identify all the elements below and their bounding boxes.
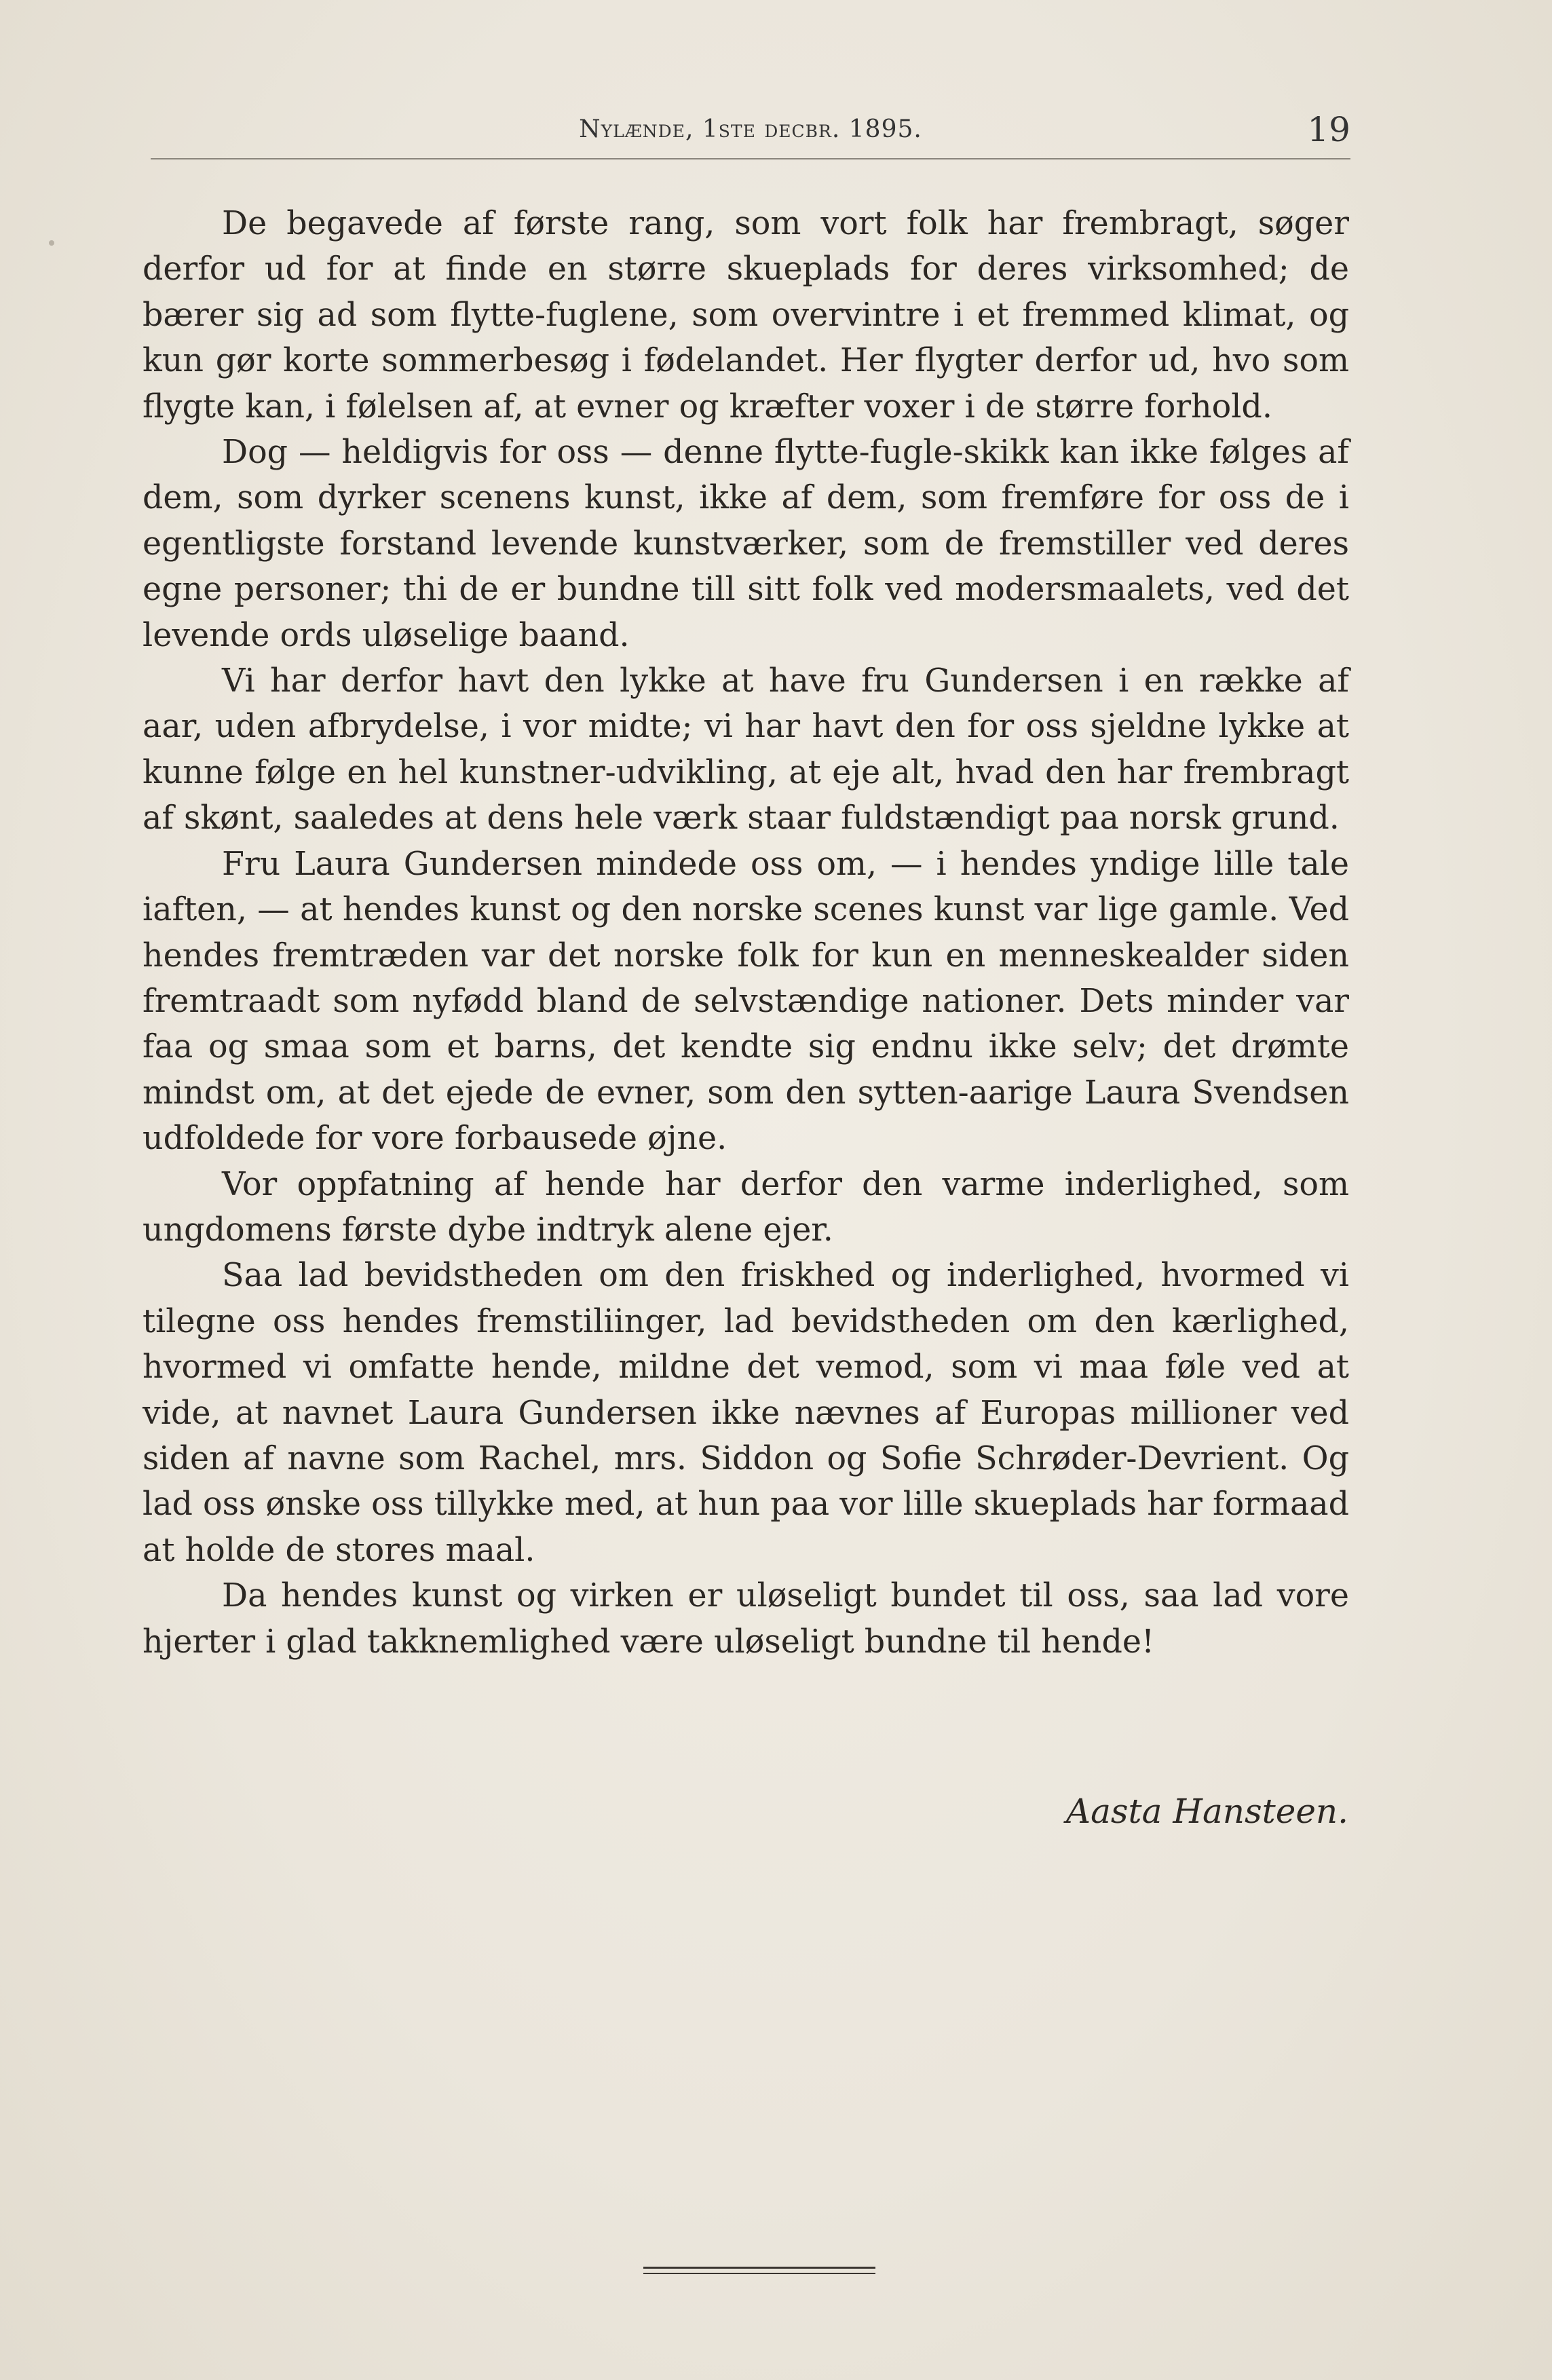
running-head: Nylænde, 1ste decbr. 1895. (579, 115, 922, 143)
page-number: 19 (1307, 110, 1350, 149)
paragraph-2: Dog — heldigvis for oss — denne flytte-fugle-skikk kan ikke følges af dem, som dyrker scenens kunst, ikke af dem, som fremføre for oss de i egentligste forstand levende kunstværker, som de fremstiller ved deres egne personer; thi de er bundne till sitt folk ved modersmaalets, ved det levende ords uløselige baand. (143, 434, 1349, 654)
article-body (143, 201, 1349, 1665)
paragraph-4: Fru Laura Gundersen mindede oss om, — i hendes yndige lille tale iaften, — at hendes kunst og den norske scenes kunst var lige gamle. Ved hendes fremtræden var det norske folk for kun en menneskealder siden fremtraadt som nyfødd bland de selvstændige nationer. Dets minder var faa og smaa som et barns, det kendte sig endnu ikke selv; det drømte mindst om, at det ejede de evner, som den sytten-aarige Laura Svendsen udfoldede for vore forbausede øjne. (143, 845, 1349, 1158)
author-signature: Aasta Hansteen. (1065, 1792, 1348, 1831)
paragraph-1: De begavede af første rang, som vort folk har frembragt, søger derfor ud for at finde en større skueplads for deres virksomhed; de bærer sig ad som flytte-fuglene, som overvintre i et fremmed klimat, og kun gør korte sommerbesøg i fødelandet. Her flygter derfor ud, hvo som flygte kan, i følelsen af, at evner og kræfter voxer i de større forhold. (143, 205, 1349, 426)
paper-speck (49, 240, 54, 246)
header-rule (151, 158, 1350, 159)
paragraph-5: Vor oppfatning af hende har derfor den varme inderlighed, som ungdomens første dybe indtryk alene ejer. (143, 1165, 1349, 1249)
paragraph-3: Vi har derfor havt den lykke at have fru Gundersen i en række af aar, uden afbrydelse, i vor midte; vi har havt den for oss sjeldne lykke at kunne følge en hel kunstner-udvikling, at eje alt, hvad den har frembragt af skønt, saaledes at dens hele værk staar fuldstændigt paa norsk grund. (143, 662, 1349, 837)
paragraph-7: Da hendes kunst og virken er uløseligt bundet til oss, saa lad vore hjerter i glad takknemlighed være uløseligt bundne til hende! (143, 1577, 1349, 1661)
end-rule (643, 2267, 875, 2273)
paragraph-6: Saa lad bevidstheden om den friskhed og inderlighed, hvormed vi tilegne oss hendes fremstiliinger, lad bevidstheden om den kærlighed, hvormed vi omfatte hende, mildne det vemod, som vi maa føle ved at vide, at navnet Laura Gundersen ikke nævnes af Europas millioner ved siden af navne som Rachel, mrs. Siddon og Sofie Schrøder-Devrient. Og lad oss ønske oss tillykke med, at hun paa vor lille skueplads har formaad at holde de stores maal. (143, 1257, 1349, 1569)
page-header (151, 109, 1350, 163)
